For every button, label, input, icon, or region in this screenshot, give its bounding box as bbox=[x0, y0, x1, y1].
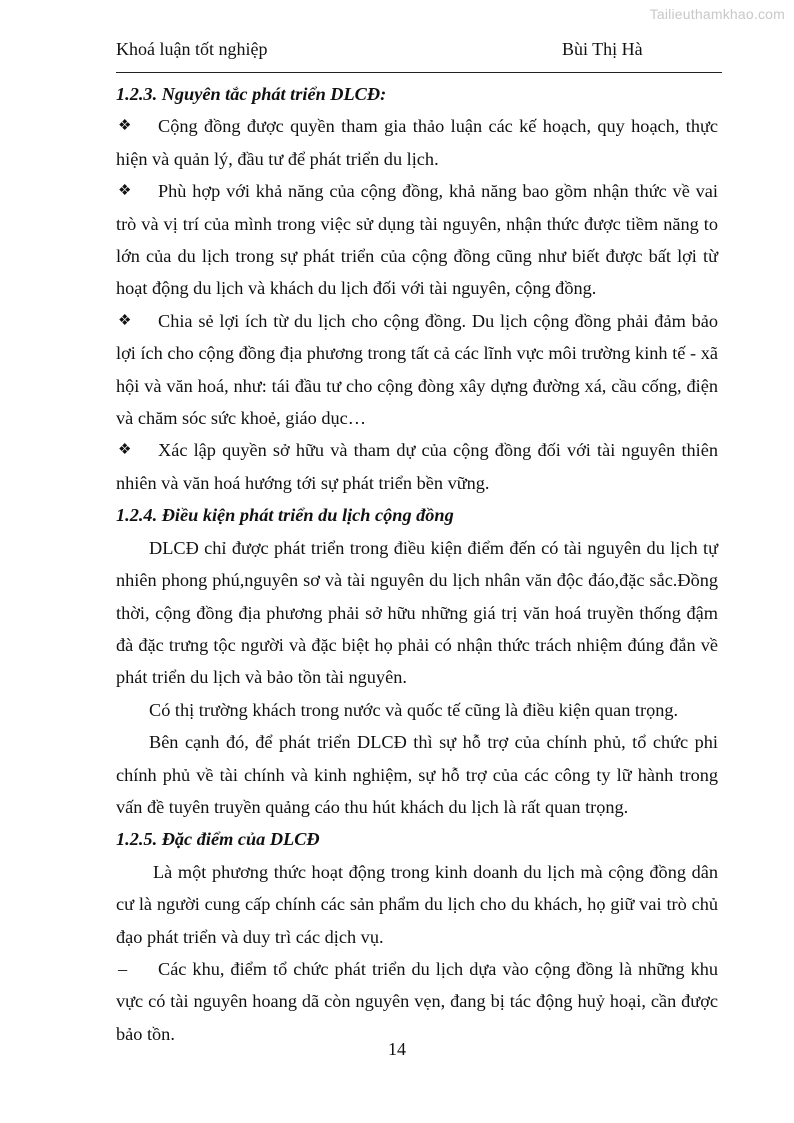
body-paragraph: Có thị trường khách trong nước và quốc tế cũng là điều kiện quan trọng. bbox=[149, 699, 679, 720]
page-number: 14 bbox=[388, 1039, 406, 1059]
section-heading-1-2-5: 1.2.5. Đặc điểm của DLCĐ bbox=[116, 829, 320, 850]
bullet-item bbox=[116, 305, 718, 435]
bullet-text: Xác lập quyền sở hữu và tham dự của cộng đồng đối với tài nguyên thiên nhiên và văn hoá hướng tới sự phát triển bền vững. bbox=[116, 440, 718, 493]
header-title: Khoá luận tốt nghiệp bbox=[116, 39, 268, 59]
bullet-text: Cộng đồng được quyền tham gia thảo luận các kế hoạch, quy hoạch, thực hiện và quản lý, đầu tư để phát triển du lịch. bbox=[116, 116, 718, 169]
diamond-bullet-icon: ❖ bbox=[118, 118, 132, 135]
bullet-text: Chia sẻ lợi ích từ du lịch cho cộng đồng. Du lịch cộng đồng phải đảm bảo lợi ích cho cộng đồng địa phương trong tất cả các lĩnh vực môi trường kinh tế - xã hội và văn hoá, như: tái đầu tư cho cộng đòng xây dựng đường xá, cầu cống, điện và chăm sóc sức khoẻ, giáo dục… bbox=[116, 310, 718, 429]
page-content bbox=[116, 78, 718, 1050]
diamond-bullet-icon: ❖ bbox=[118, 442, 132, 459]
watermark: Tailieuthamkhao.com bbox=[649, 6, 785, 22]
dash-item-text: Các khu, điểm tổ chức phát triển du lịch dựa vào cộng đồng là những khu vực có tài nguyên hoang dã còn nguyên vẹn, đang bị tác động huỷ hoại, cần được bảo tồn. bbox=[116, 958, 718, 1044]
bullet-item bbox=[116, 434, 718, 499]
section-heading-1-2-4: 1.2.4. Điều kiện phát triển du lịch cộng đồng bbox=[116, 505, 454, 526]
dash-bullet-icon: – bbox=[118, 958, 128, 979]
section-heading-1-2-3: 1.2.3. Nguyên tắc phát triển DLCĐ: bbox=[116, 84, 387, 104]
diamond-bullet-icon: ❖ bbox=[118, 183, 132, 200]
bullet-item bbox=[116, 110, 718, 175]
diamond-bullet-icon: ❖ bbox=[118, 312, 132, 329]
body-paragraph: Bên cạnh đó, để phát triển DLCĐ thì sự hỗ trợ của chính phủ, tổ chức phi chính phủ về tài chính và kinh nghiệm, sự hỗ trợ của các công ty lữ hành trong vấn đề tuyên truyền quảng cáo thu hút khách du lịch là rất quan trọng. bbox=[116, 732, 718, 817]
bullet-text: Phù hợp với khả năng của cộng đồng, khả năng bao gồm nhận thức về vai trò và vị trí của mình trong việc sử dụng tài nguyên, nhận thức được tiềm năng to lớn của du lịch trong sự phát triển của cộng đồng cũng như biết được bất lợi từ hoạt động du lịch và khách du lịch đối với tài nguyên, cộng đồng. bbox=[116, 181, 718, 299]
body-paragraph: Là một phương thức hoạt động trong kinh doanh du lịch mà cộng đồng dân cư là người cung cấp chính các sản phẩm du lịch cho du khách, họ giữ vai trò chủ đạo phát triển và duy trì các dịch vụ. bbox=[116, 861, 718, 947]
body-paragraph: DLCĐ chỉ được phát triển trong điều kiện điểm đến có tài nguyên du lịch tự nhiên phong phú,nguyên sơ và tài nguyên du lịch nhân văn độc đáo,đặc sắc.Đồng thời, cộng đồng địa phương phải sở hữu những giá trị văn hoá truyền thống đậm đà đặc trưng tộc người và đặc biệt họ phải có nhận thức trách nhiệm đúng đắn về phát triển du lịch và bảo tồn tài nguyên. bbox=[116, 537, 718, 688]
bullet-item bbox=[116, 175, 718, 305]
header-author: Bùi Thị Hà bbox=[562, 39, 643, 59]
dash-item bbox=[116, 953, 718, 1050]
page-header bbox=[116, 36, 722, 73]
